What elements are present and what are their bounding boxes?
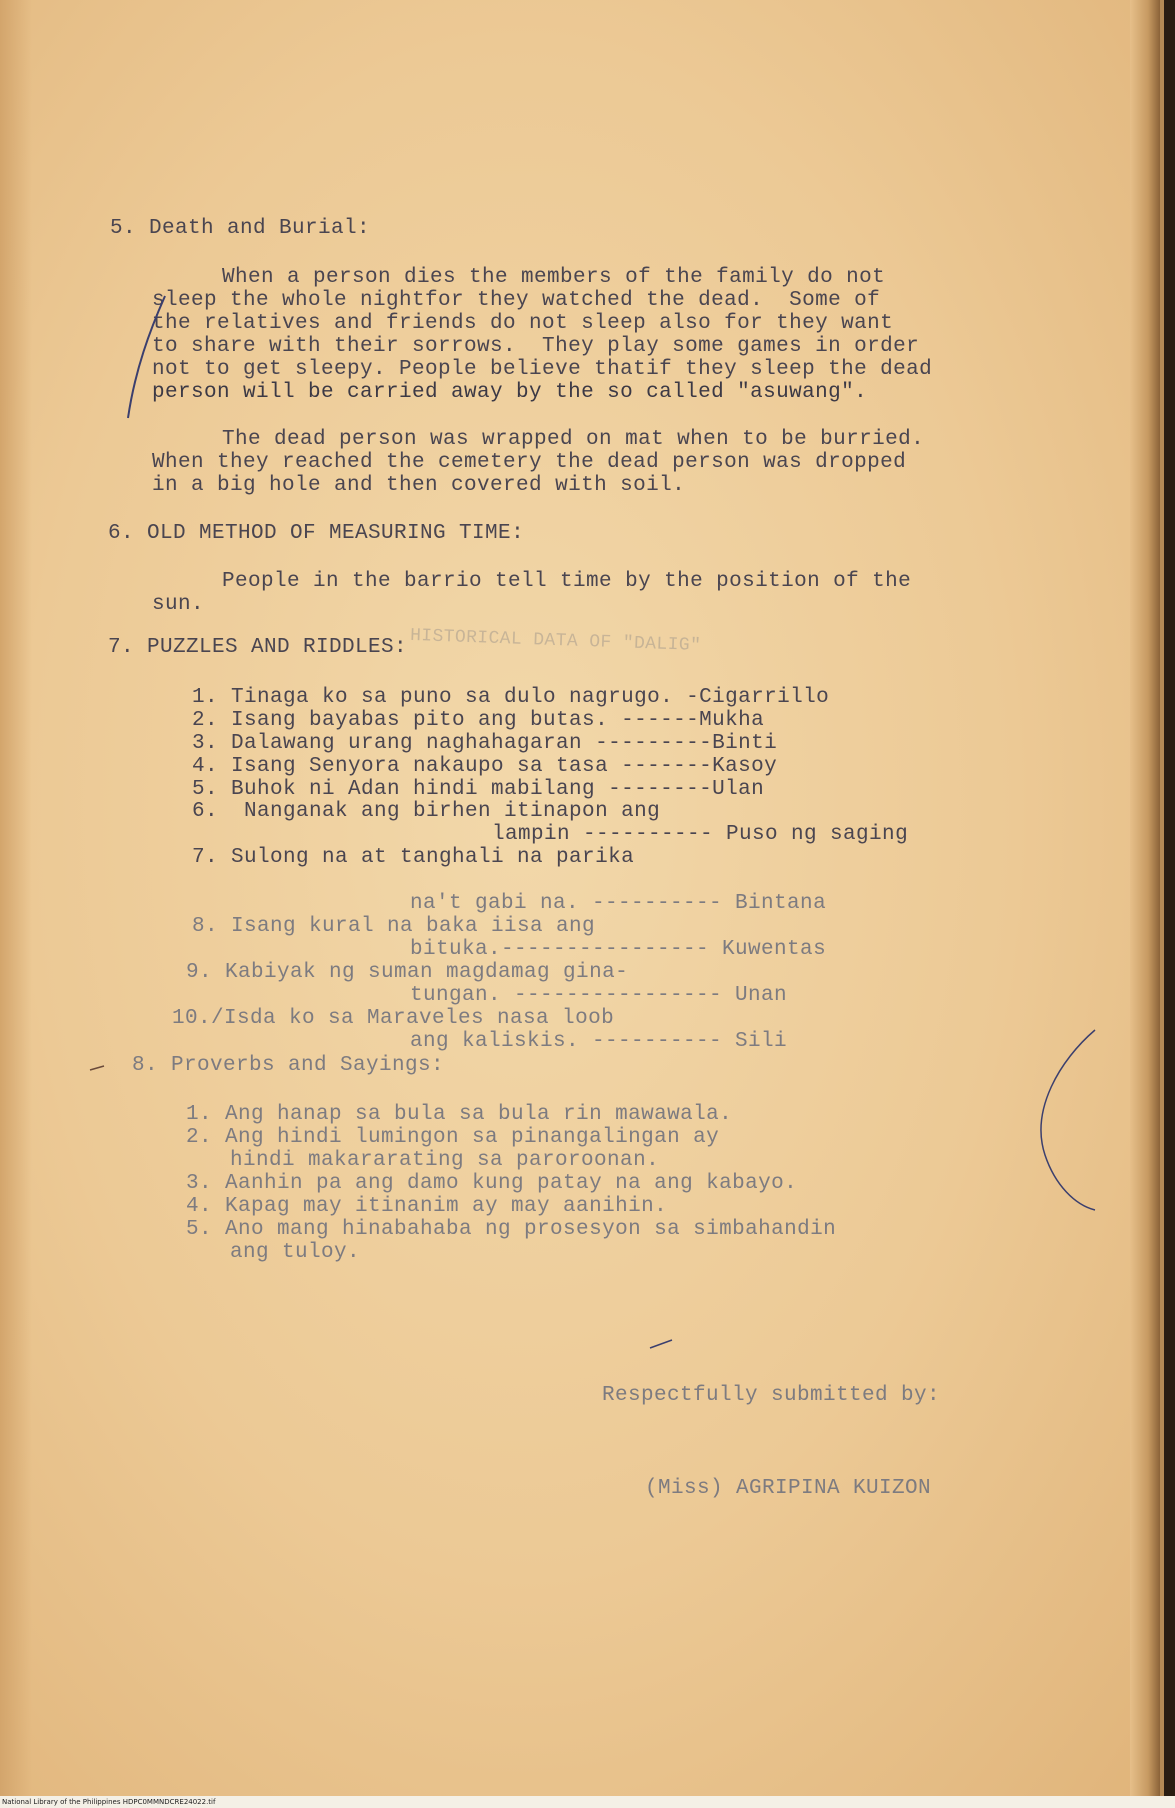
riddle-1: 1. Tinaga ko sa puno sa dulo nagrugo. -Cigarrillo xyxy=(192,686,830,709)
s5-p1-line5: not to get sleepy. People believe thatif they sleep the dead xyxy=(152,358,933,381)
proverb-1: 1. Ang hanap sa bula sa bula rin mawawala. xyxy=(186,1103,733,1126)
faded-stamp: HISTORICAL DATA OF "DALIG" xyxy=(409,625,702,657)
proverb-3: 3. Aanhin pa ang damo kung patay na ang kabayo. xyxy=(186,1172,798,1195)
section-8-check xyxy=(90,1066,104,1070)
s6-line1: People in the barrio tell time by the position of the xyxy=(222,570,912,593)
pencil-tick xyxy=(650,1340,672,1348)
riddle-3: 3. Dalawang urang naghahagaran ---------Binti xyxy=(192,732,778,755)
s5-p1-line4: to share with their sorrows. They play some games in order xyxy=(152,335,920,358)
riddle-8-cont: bituka.---------------- Kuwentas xyxy=(410,938,827,961)
proverb-2: 2. Ang hindi lumingon sa pinangalingan ay xyxy=(186,1126,720,1149)
s5-p2-line2: When they reached the cemetery the dead person was dropped xyxy=(152,451,907,474)
proverb-2-cont: hindi makararating sa paroroonan. xyxy=(230,1149,660,1172)
section-7-heading: 7. PUZZLES AND RIDDLES: xyxy=(108,636,408,659)
riddle-9-cont: tungan. ---------------- Unan xyxy=(410,984,788,1007)
riddle-6-cont: lampin ---------- Puso ng saging xyxy=(492,823,909,846)
margin-pencil-line xyxy=(128,296,165,418)
proverb-5: 5. Ano mang hinabahaba ng prosesyon sa simbahandin xyxy=(186,1218,837,1241)
riddle-2: 2. Isang bayabas pito ang butas. ------Mukha xyxy=(192,709,765,732)
riddle-7: 7. Sulong na at tanghali na parika xyxy=(192,846,635,869)
s5-p2-line1: The dead person was wrapped on mat when to be burried. xyxy=(222,428,925,451)
s5-p1-line3: the relatives and friends do not sleep also for they want xyxy=(152,312,894,335)
respectfully-submitted: Respectfully submitted by: xyxy=(602,1384,941,1407)
s5-p1-line6: person will be carried away by the so called "asuwang". xyxy=(152,381,868,404)
riddle-10-cont: ang kaliskis. ---------- Sili xyxy=(410,1030,788,1053)
riddle-9: 9. Kabiyak ng suman magdamag gina- xyxy=(186,961,629,984)
s6-line2: sun. xyxy=(152,593,205,616)
footer-text: National Library of the Philippines HDPC0MMNDCRE24022.tif xyxy=(2,1798,216,1806)
s5-p2-line3: in a big hole and then covered with soil. xyxy=(152,474,686,497)
section-5-heading: 5. Death and Burial: xyxy=(110,217,371,240)
riddle-5: 5. Buhok ni Adan hindi mabilang --------Ulan xyxy=(192,778,765,801)
proverb-5-cont: ang tuloy. xyxy=(230,1241,361,1264)
s5-p1-line2: sleep the whole nightfor they watched the dead. Some of xyxy=(152,289,881,312)
riddle-6: 6. Nanganak ang birhen itinapon ang xyxy=(192,800,661,823)
riddle-7-cont: na't gabi na. ---------- Bintana xyxy=(410,892,827,915)
section-8-heading: 8. Proverbs and Sayings: xyxy=(132,1054,445,1077)
riddle-4: 4. Isang Senyora nakaupo sa tasa -------Kasoy xyxy=(192,755,778,778)
signatory-name: (Miss) AGRIPINA KUIZON xyxy=(645,1477,932,1500)
s5-p1-line1: When a person dies the members of the family do not xyxy=(222,266,886,289)
riddle-10: 10./Isda ko sa Maraveles nasa loob xyxy=(172,1007,615,1030)
margin-pencil-curve xyxy=(1041,1030,1095,1210)
riddle-8: 8. Isang kural na baka iisa ang xyxy=(192,915,596,938)
section-6-heading: 6. OLD METHOD OF MEASURING TIME: xyxy=(108,522,525,545)
scan-footer xyxy=(0,1796,1175,1808)
proverb-4: 4. Kapag may itinanim ay may aanihin. xyxy=(186,1195,668,1218)
